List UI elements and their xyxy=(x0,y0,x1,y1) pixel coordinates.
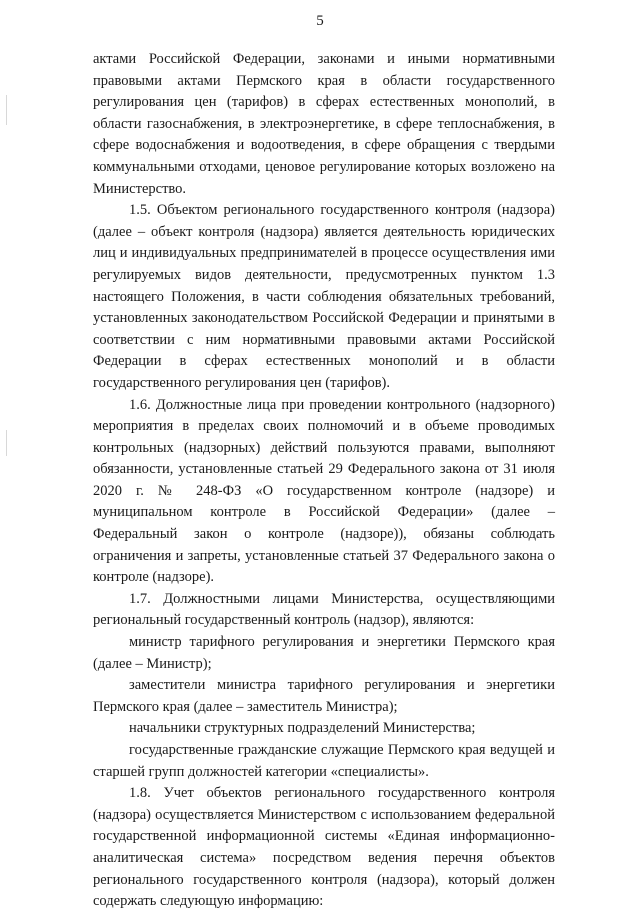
list-item-division-heads: начальники структурных подразделений Министерства; xyxy=(129,720,476,737)
list-item-civil-servants: государственные гражданские служащие Пермского края ведущей и старшей групп должностей категории «специалисты». xyxy=(93,742,555,780)
document-body xyxy=(93,49,555,913)
paragraph-1-5: 1.5. Объектом регионального государственного контроля (надзора) (далее – объект контроля (надзора) является деятельность юридических лиц и индивидуальных предпринимателей в процессе осуществления ими регулируемых видов деятельности, предусмотренных пунктом 1.3 настоящего Положения, в части соблюдения обязательных требований, установленных законодательством Российской Федерации и принятыми в соответствии с ним нормативными правовыми актами Российской Федерации в сферах естественных монополий и в области государственного регулирования цен (тарифов). xyxy=(93,202,555,391)
paragraph-continuation: актами Российской Федерации, законами и иными нормативными правовыми актами Пермского края в области государственного регулирования цен (тарифов) в сферах естественных монополий, в области газоснабжения, в электроэнергетике, в сфере теплоснабжения, в сфере водоснабжения и водоотведения, в сфере обращения с твердыми коммунальными отходами, ценовое регулирование которых возложено на Министерство. xyxy=(93,51,555,197)
paragraph-1-8: 1.8. Учет объектов регионального государственного контроля (надзора) осуществляется Министерством с использованием федеральной государственной информационной системы «Единая информационно-аналитическая система» посредством ведения перечня объектов регионального государственного контроля (надзора), который должен содержать следующую информацию: xyxy=(93,785,555,910)
scan-edge-mark-top xyxy=(6,95,7,125)
paragraph-1-6: 1.6. Должностные лица при проведении контрольного (надзорного) мероприятия в пределах своих полномочий и в объеме проводимых контрольных (надзорных) действий пользуются правами, выполняют обязанности, установленные статьей 29 Федерального закона от 31 июля 2020 г. № 248-ФЗ «О государственном контроле (надзоре) и муниципальном контроле в Российской Федерации» (далее – Федеральный закон о контроле (надзоре)), обязаны соблюдать ограничения и запреты, установленные статьей 37 Федерального закона о контроле (надзоре). xyxy=(93,396,555,586)
list-item-minister: министр тарифного регулирования и энергетики Пермского края (далее – Министр); xyxy=(93,634,555,672)
list-item-deputy-minister: заместители министра тарифного регулирования и энергетики Пермского края (далее – заместитель Министра); xyxy=(93,677,555,715)
paragraph-1-7: 1.7. Должностными лицами Министерства, осуществляющими региональный государственный контроль (надзор), являются: xyxy=(93,590,555,629)
page-number: 5 xyxy=(316,13,324,29)
scan-edge-mark-bottom xyxy=(6,430,7,456)
